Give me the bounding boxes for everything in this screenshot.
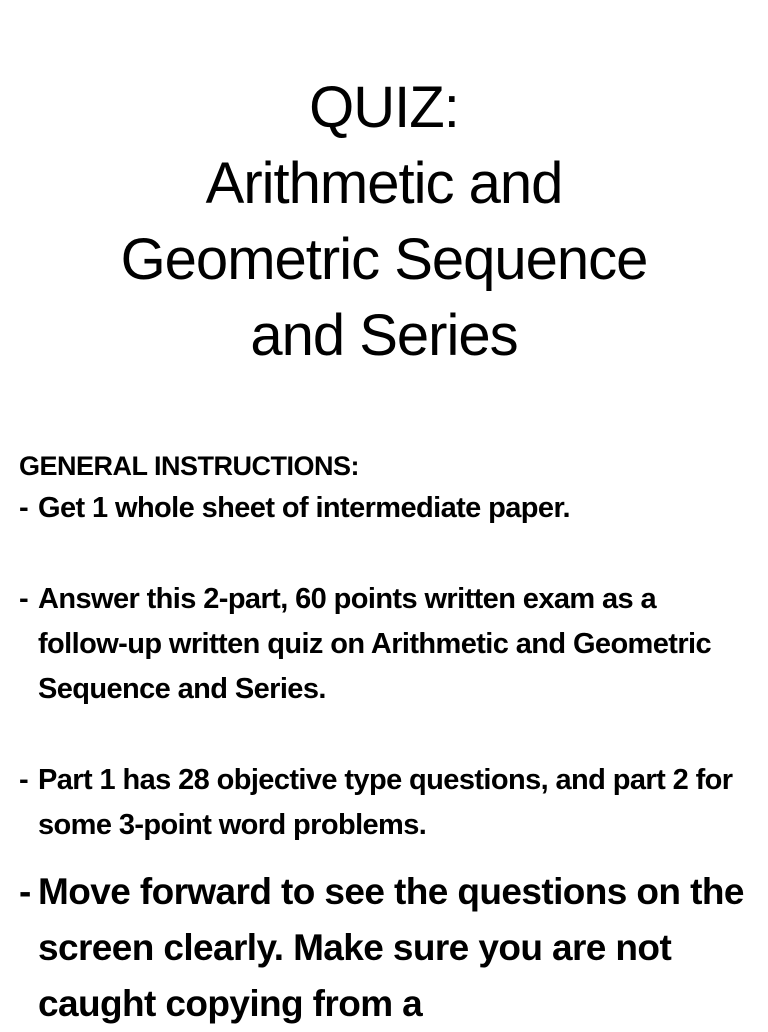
instruction-text-2: Answer this 2-part, 60 points written exam as a follow-up written quiz on Arithmetic and Geometric Sequence and Series. xyxy=(38,583,711,705)
instructions-heading: GENERAL INSTRUCTIONS: xyxy=(19,451,360,481)
instruction-text-3: Part 1 has 28 objective type questions, and part 2 for some 3-point word problems. xyxy=(38,764,733,841)
title-line-2: Arithmetic and xyxy=(205,151,563,216)
instruction-item-2 xyxy=(19,577,749,712)
instruction-item-4 xyxy=(19,864,749,1032)
title-line-1: QUIZ: xyxy=(309,75,459,140)
bullet-dash: - xyxy=(19,764,29,796)
quiz-title xyxy=(0,70,768,374)
title-line-3: Geometric Sequence xyxy=(120,227,648,292)
bullet-dash: - xyxy=(19,871,31,912)
bullet-dash: - xyxy=(19,583,29,615)
title-line-4: and Series xyxy=(250,303,518,368)
bullet-dash: - xyxy=(19,492,29,524)
instruction-text-4: Move forward to see the questions on the screen clearly. Make sure you are not caught copying from a xyxy=(38,871,744,1024)
instruction-item-3 xyxy=(19,758,749,848)
general-instructions xyxy=(19,446,749,1032)
instruction-item-1 xyxy=(19,486,749,531)
instruction-text-1: Get 1 whole sheet of intermediate paper. xyxy=(38,492,570,524)
